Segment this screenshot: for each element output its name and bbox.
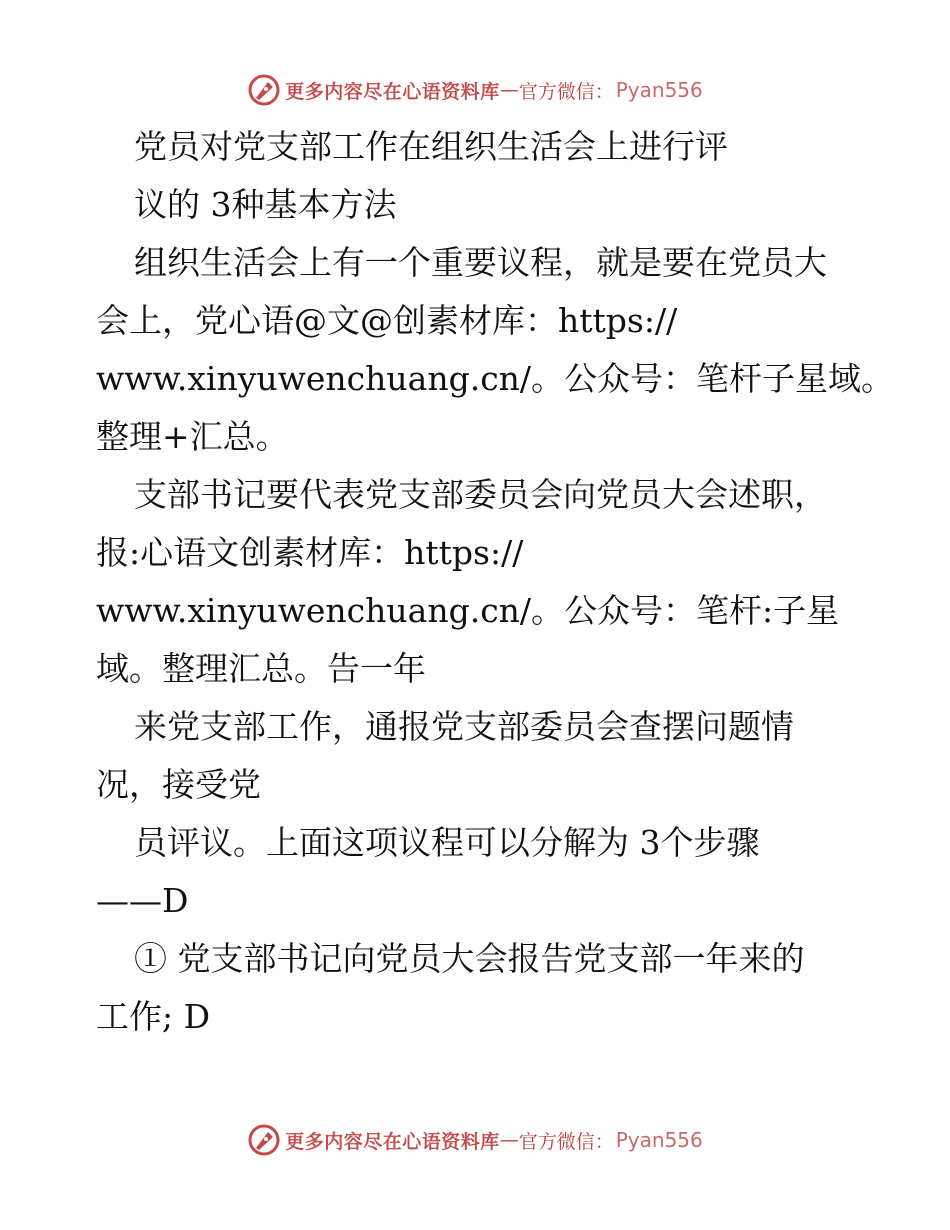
body-line-14: ——D xyxy=(96,881,189,920)
pen-nib-logo-icon xyxy=(247,73,281,107)
pen-nib-logo-icon xyxy=(247,1123,281,1157)
body-line-13: 员评议。上面这项议程可以分解为 3个步骤 xyxy=(134,823,760,862)
body-line-15: ① 党支部书记向党员大会报告党支部一年来的 xyxy=(134,939,805,978)
body-line-16: 工作; D xyxy=(96,997,211,1036)
body-line-6: 整理+汇总。 xyxy=(96,417,289,456)
body-line-1: 党员对党支部工作在组织生活会上进行评 xyxy=(134,127,728,166)
body-line-11: 来党支部工作，通报党支部委员会查摆问题情 xyxy=(134,707,794,746)
footer-official-text: 官方微信： xyxy=(518,1130,614,1153)
body-line-3: 组织生活会上有一个重要议程，就是要在党员大 xyxy=(134,243,827,282)
document-body xyxy=(96,118,895,1046)
header-dash: — xyxy=(499,79,519,101)
body-line-7: 支部书记要代表党支部委员会向党员大会述职， xyxy=(134,475,827,514)
page-footer xyxy=(0,1120,950,1160)
footer-brand-text: 更多内容尽在心语资料库 xyxy=(285,1130,500,1153)
body-line-2: 议的 3种基本方法 xyxy=(134,185,397,224)
body-line-10: 域。整理汇总。告一年 xyxy=(96,649,426,688)
header-brand-text: 更多内容尽在心语资料库 xyxy=(285,80,500,103)
body-line-9: www.xinyuwenchuang.cn/。公众号：笔杆:子星 xyxy=(96,591,840,630)
body-line-5: www.xinyuwenchuang.cn/。公众号：笔杆子星域。 xyxy=(96,359,895,398)
body-line-4: 会上，党心语@文@创素材库：https:// xyxy=(96,301,678,340)
header-official-text: 官方微信： xyxy=(518,80,614,103)
body-line-12: 况，接受党 xyxy=(96,765,261,804)
footer-account: Pyan556 xyxy=(615,1128,703,1152)
header-account: Pyan556 xyxy=(615,78,703,102)
body-line-8: 报:心语文创素材库：https:// xyxy=(96,533,524,572)
page-header xyxy=(0,70,950,110)
footer-dash: — xyxy=(499,1129,519,1151)
